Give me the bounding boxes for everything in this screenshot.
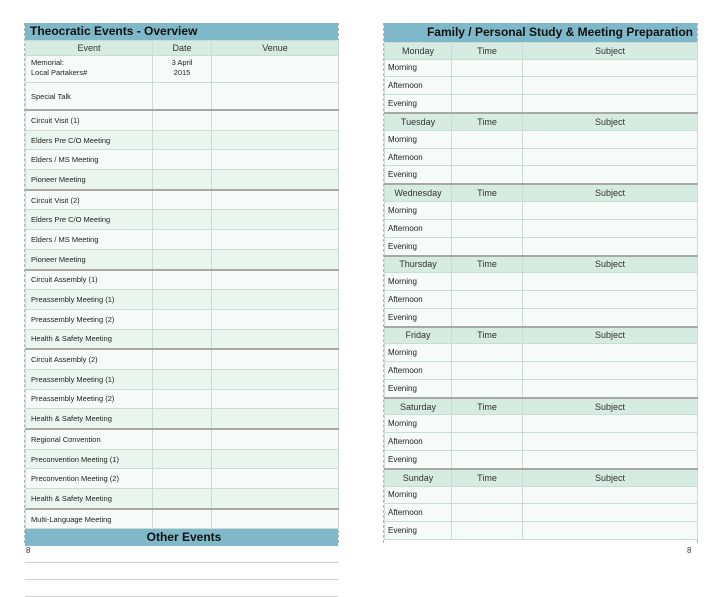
event-name-cell (26, 249, 153, 269)
slot-label: Afternoon (385, 290, 452, 308)
time-cell[interactable] (452, 219, 523, 237)
event-date-cell[interactable] (153, 309, 212, 329)
time-cell[interactable] (452, 504, 523, 522)
event-date-cell[interactable] (153, 130, 212, 150)
time-slot-row (385, 219, 698, 237)
event-venue-cell[interactable] (212, 83, 339, 111)
event-date-cell[interactable] (153, 190, 212, 210)
time-column-header: Time (452, 327, 523, 344)
event-venue-cell[interactable] (212, 369, 339, 389)
event-date-cell[interactable] (153, 389, 212, 409)
time-cell[interactable] (452, 415, 523, 433)
event-name: Preassembly Meeting (1) (31, 374, 115, 384)
event-name-cell (26, 469, 153, 489)
slot-label: Afternoon (385, 362, 452, 380)
event-name: Pioneer Meeting (31, 174, 86, 184)
event-date-cell[interactable] (153, 83, 212, 111)
time-cell[interactable] (452, 451, 523, 469)
event-row (26, 369, 339, 389)
slot-label: Morning (385, 415, 452, 433)
subject-column-header: Subject (523, 43, 698, 60)
event-date-cell[interactable] (153, 369, 212, 389)
slot-label: Afternoon (385, 433, 452, 451)
event-name-cell (26, 489, 153, 509)
event-name-cell (26, 210, 153, 230)
event-row (26, 429, 339, 449)
event-date-cell[interactable] (153, 349, 212, 369)
subject-cell[interactable] (523, 308, 698, 326)
time-slot-row (385, 451, 698, 469)
event-date-cell[interactable] (153, 409, 212, 429)
day-header-row (385, 256, 698, 273)
event-date-cell[interactable] (153, 150, 212, 170)
event-name-cell (26, 369, 153, 389)
event-venue-cell[interactable] (212, 429, 339, 449)
event-name-cell (26, 270, 153, 290)
subject-cell[interactable] (523, 486, 698, 504)
event-venue-cell[interactable] (212, 110, 339, 130)
slot-label: Morning (385, 344, 452, 362)
day-name: Tuesday (385, 113, 452, 130)
slot-label: Evening (385, 379, 452, 397)
slot-label: Evening (385, 451, 452, 469)
subject-cell[interactable] (523, 95, 698, 113)
event-name: Elders Pre C/O Meeting (31, 135, 111, 145)
event-name: Health & Safety Meeting (31, 493, 112, 503)
time-slot-row (385, 522, 698, 540)
event-venue-cell[interactable] (212, 309, 339, 329)
event-date-cell[interactable] (153, 110, 212, 130)
event-name-cell (26, 309, 153, 329)
event-name: Multi-Language Meeting (31, 514, 112, 524)
event-name: Memorial: (31, 58, 64, 67)
subject-cell[interactable] (523, 522, 698, 540)
day-header-row (385, 113, 698, 130)
subject-column-header: Subject (523, 184, 698, 201)
left-page-number: 8 (26, 546, 31, 555)
event-row (26, 509, 339, 529)
slot-label: Evening (385, 522, 452, 540)
time-slot-row (385, 433, 698, 451)
event-name-cell (26, 83, 153, 111)
time-cell[interactable] (452, 95, 523, 113)
event-date-cell[interactable] (153, 489, 212, 509)
event-venue-cell[interactable] (212, 270, 339, 290)
time-slot-row (385, 308, 698, 326)
event-row (26, 130, 339, 150)
time-slot-row (385, 344, 698, 362)
event-name: Health & Safety Meeting (31, 334, 112, 344)
event-row (26, 249, 339, 269)
event-name-cell (26, 130, 153, 150)
time-cell[interactable] (452, 273, 523, 291)
event-row (26, 110, 339, 130)
event-row (26, 56, 339, 83)
event-column-header: Event (26, 41, 153, 56)
event-row (26, 150, 339, 170)
event-name-cell (26, 150, 153, 170)
subject-cell[interactable] (523, 273, 698, 291)
event-name: Preconvention Meeting (1) (31, 454, 119, 464)
slot-label: Evening (385, 95, 452, 113)
slot-label: Evening (385, 237, 452, 255)
subject-cell[interactable] (523, 166, 698, 184)
event-name-cell (26, 509, 153, 529)
event-name: Circuit Visit (1) (31, 115, 80, 125)
event-row (26, 389, 339, 409)
subject-column-header: Subject (523, 256, 698, 273)
event-name: Preconvention Meeting (2) (31, 474, 119, 484)
subject-cell[interactable] (523, 59, 698, 77)
event-row (26, 449, 339, 469)
event-name-cell (26, 409, 153, 429)
event-name: Circuit Visit (2) (31, 195, 80, 205)
time-column-header: Time (452, 43, 523, 60)
slot-label: Morning (385, 486, 452, 504)
time-slot-row (385, 362, 698, 380)
event-name: Circuit Assembly (1) (31, 275, 98, 285)
time-cell[interactable] (452, 344, 523, 362)
time-cell[interactable] (452, 166, 523, 184)
event-row (26, 170, 339, 190)
right-page-number: 8 (687, 546, 692, 555)
event-row (26, 329, 339, 349)
event-row (26, 409, 339, 429)
time-slot-row (385, 77, 698, 95)
event-name: Elders / MS Meeting (31, 234, 99, 244)
event-row (26, 270, 339, 290)
event-name: Pioneer Meeting (31, 254, 86, 264)
event-row (26, 489, 339, 509)
time-slot-row (385, 504, 698, 522)
time-slot-row (385, 130, 698, 148)
event-name: Regional Convention (31, 434, 101, 444)
time-slot-row (385, 273, 698, 291)
event-name-cell (26, 349, 153, 369)
time-column-header: Time (452, 256, 523, 273)
event-name: Elders Pre C/O Meeting (31, 215, 111, 225)
event-venue-cell[interactable] (212, 489, 339, 509)
day-name: Friday (385, 327, 452, 344)
event-name: Elders / MS Meeting (31, 155, 99, 165)
time-slot-row (385, 237, 698, 255)
event-venue-cell[interactable] (212, 469, 339, 489)
time-column-header: Time (452, 398, 523, 415)
subject-cell[interactable] (523, 77, 698, 95)
event-venue-cell[interactable] (212, 389, 339, 409)
event-venue-cell[interactable] (212, 230, 339, 250)
event-date-cell[interactable] (153, 170, 212, 190)
event-venue-cell[interactable] (212, 56, 339, 83)
slot-label: Afternoon (385, 219, 452, 237)
date-column-header: Date (153, 41, 212, 56)
event-name-cell (26, 190, 153, 210)
event-date-cell[interactable] (153, 469, 212, 489)
time-cell[interactable] (452, 290, 523, 308)
event-name-cell (26, 110, 153, 130)
slot-label: Afternoon (385, 504, 452, 522)
event-name: Preassembly Meeting (1) (31, 295, 115, 305)
time-cell[interactable] (452, 148, 523, 166)
time-cell[interactable] (452, 308, 523, 326)
study-table (384, 42, 698, 540)
subject-cell[interactable] (523, 219, 698, 237)
time-cell[interactable] (452, 486, 523, 504)
event-venue-cell[interactable] (212, 449, 339, 469)
time-slot-row (385, 148, 698, 166)
subject-cell[interactable] (523, 148, 698, 166)
event-date-cell[interactable] (153, 249, 212, 269)
event-date-cell[interactable] (153, 509, 212, 529)
day-name: Sunday (385, 469, 452, 486)
event-name-cell (26, 449, 153, 469)
event-name-cell (26, 290, 153, 310)
time-column-header: Time (452, 113, 523, 130)
events-title: Theocratic Events - Overview (25, 23, 338, 40)
event-venue-cell[interactable] (212, 349, 339, 369)
event-name: Special Talk (31, 91, 71, 101)
event-name: Preassembly Meeting (2) (31, 394, 115, 404)
time-slot-row (385, 486, 698, 504)
other-events-title: Other Events (25, 529, 338, 546)
time-slot-row (385, 290, 698, 308)
event-name: Circuit Assembly (2) (31, 355, 98, 365)
subject-column-header: Subject (523, 398, 698, 415)
study-title: Family / Personal Study & Meeting Preparation (384, 23, 697, 42)
subject-cell[interactable] (523, 451, 698, 469)
event-venue-cell[interactable] (212, 170, 339, 190)
time-cell[interactable] (452, 362, 523, 380)
slot-label: Morning (385, 130, 452, 148)
event-row (26, 210, 339, 230)
event-venue-cell[interactable] (212, 409, 339, 429)
event-date-cell[interactable] (153, 210, 212, 230)
event-date-cell[interactable] (153, 290, 212, 310)
day-name: Thursday (385, 256, 452, 273)
event-name-cell (26, 230, 153, 250)
event-name-cell (26, 170, 153, 190)
day-header-row (385, 469, 698, 486)
event-row (26, 190, 339, 210)
event-venue-cell[interactable] (212, 130, 339, 150)
time-cell[interactable] (452, 201, 523, 219)
event-venue-cell[interactable] (212, 290, 339, 310)
subject-cell[interactable] (523, 379, 698, 397)
subject-column-header: Subject (523, 327, 698, 344)
event-row (26, 309, 339, 329)
time-cell[interactable] (452, 59, 523, 77)
event-date-year: 2015 (173, 68, 191, 77)
event-row (26, 469, 339, 489)
venue-column-header: Venue (212, 41, 339, 56)
subject-cell[interactable] (523, 130, 698, 148)
time-slot-row (385, 166, 698, 184)
other-events-line[interactable] (25, 580, 338, 597)
time-slot-row (385, 415, 698, 433)
day-header-row (385, 398, 698, 415)
day-name: Saturday (385, 398, 452, 415)
event-name-cell (26, 389, 153, 409)
subject-cell[interactable] (523, 344, 698, 362)
event-name-detail: Local Partakers# (31, 68, 88, 77)
time-cell[interactable] (452, 77, 523, 95)
time-cell[interactable] (452, 130, 523, 148)
event-venue-cell[interactable] (212, 509, 339, 529)
time-slot-row (385, 201, 698, 219)
event-venue-cell[interactable] (212, 329, 339, 349)
event-venue-cell[interactable] (212, 190, 339, 210)
event-name-cell (26, 429, 153, 449)
subject-cell[interactable] (523, 362, 698, 380)
event-date-cell[interactable] (153, 270, 212, 290)
event-row (26, 290, 339, 310)
slot-label: Afternoon (385, 148, 452, 166)
event-row (26, 83, 339, 111)
event-date-cell[interactable] (153, 329, 212, 349)
event-date-cell[interactable] (153, 429, 212, 449)
event-date: 3 April (171, 58, 193, 67)
time-cell[interactable] (452, 522, 523, 540)
subject-column-header: Subject (523, 113, 698, 130)
subject-cell[interactable] (523, 433, 698, 451)
time-slot-row (385, 379, 698, 397)
event-row (26, 230, 339, 250)
theocratic-events-page (24, 23, 339, 543)
event-name: Preassembly Meeting (2) (31, 314, 115, 324)
other-events-line[interactable] (25, 546, 338, 563)
subject-cell[interactable] (523, 290, 698, 308)
event-date-cell[interactable] (153, 449, 212, 469)
time-cell[interactable] (452, 379, 523, 397)
events-header-row (26, 41, 339, 56)
day-header-row (385, 184, 698, 201)
event-row (26, 349, 339, 369)
event-name-cell (26, 56, 153, 83)
event-date-cell[interactable] (153, 230, 212, 250)
time-slot-row (385, 59, 698, 77)
slot-label: Evening (385, 308, 452, 326)
event-venue-cell[interactable] (212, 150, 339, 170)
time-slot-row (385, 95, 698, 113)
day-header-row (385, 327, 698, 344)
subject-cell[interactable] (523, 201, 698, 219)
slot-label: Morning (385, 273, 452, 291)
event-date-cell[interactable] (153, 56, 212, 83)
time-cell[interactable] (452, 237, 523, 255)
event-venue-cell[interactable] (212, 249, 339, 269)
day-header-row (385, 43, 698, 60)
time-column-header: Time (452, 184, 523, 201)
event-name-cell (26, 329, 153, 349)
slot-label: Afternoon (385, 77, 452, 95)
time-column-header: Time (452, 469, 523, 486)
event-name: Health & Safety Meeting (31, 414, 112, 424)
time-cell[interactable] (452, 433, 523, 451)
subject-column-header: Subject (523, 469, 698, 486)
events-table (25, 40, 339, 529)
day-name: Wednesday (385, 184, 452, 201)
slot-label: Evening (385, 166, 452, 184)
subject-cell[interactable] (523, 415, 698, 433)
day-name: Monday (385, 43, 452, 60)
slot-label: Morning (385, 201, 452, 219)
subject-cell[interactable] (523, 504, 698, 522)
event-venue-cell[interactable] (212, 210, 339, 230)
study-preparation-page (383, 23, 698, 543)
slot-label: Morning (385, 59, 452, 77)
subject-cell[interactable] (523, 237, 698, 255)
